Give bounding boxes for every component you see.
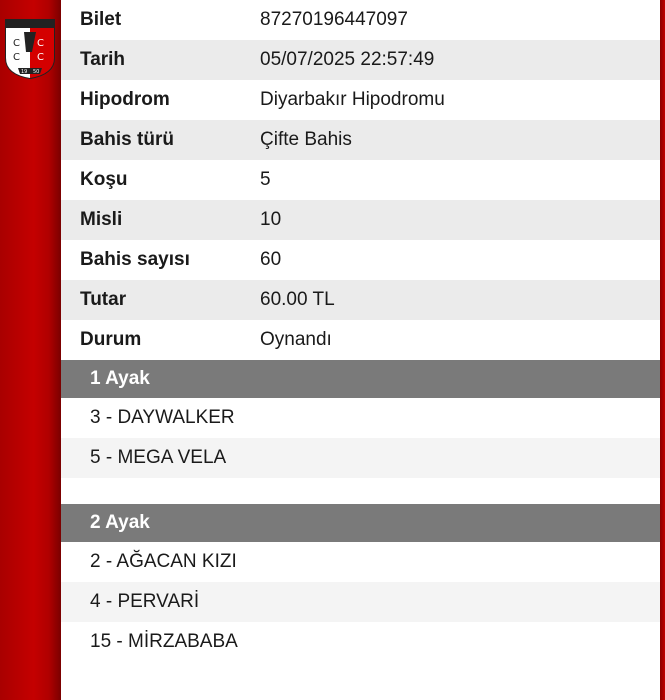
runner-item: 5 - MEGA VELA (61, 438, 660, 478)
detail-value: 60.00 TL (260, 289, 335, 310)
detail-row (61, 0, 660, 40)
detail-label: Bahis türü (80, 129, 174, 150)
ticket-details (61, 0, 660, 700)
runner-item: 4 - PERVARİ (61, 582, 660, 622)
detail-label: Durum (80, 329, 142, 350)
legs-list (61, 360, 660, 662)
detail-row (61, 120, 660, 160)
detail-row (61, 160, 660, 200)
detail-label: Hipodrom (80, 89, 170, 110)
detail-value: Oynandı (260, 329, 332, 350)
svg-text:C: C (37, 38, 44, 49)
runner-item: 3 - DAYWALKER (90, 407, 235, 428)
detail-label: Koşu (80, 169, 128, 190)
details-table (61, 0, 660, 360)
detail-row (61, 280, 660, 320)
club-crest-icon (4, 18, 56, 80)
detail-value: 10 (260, 209, 282, 230)
detail-label: Bilet (80, 9, 122, 30)
left-brand-bar (0, 0, 61, 700)
svg-text:C: C (37, 52, 44, 63)
logo-year-right: 50 (33, 69, 40, 75)
runner-item: 2 - AĞACAN KIZI (90, 551, 237, 572)
leg-header: 1 Ayak (61, 360, 660, 398)
detail-value: Çifte Bahis (260, 129, 352, 150)
right-brand-bar (660, 0, 665, 700)
logo-year-left: 19 (21, 69, 28, 75)
detail-value: 05/07/2025 22:57:49 (260, 49, 435, 70)
detail-value: Diyarbakır Hipodromu (260, 89, 445, 110)
runner-item: 15 - MİRZABABA (90, 631, 238, 652)
detail-row (61, 80, 660, 120)
detail-label: Misli (80, 209, 123, 230)
detail-row (61, 40, 660, 80)
detail-row (61, 320, 660, 360)
detail-value: 5 (260, 169, 271, 190)
svg-text:C: C (13, 52, 20, 63)
leg-spacer (61, 478, 660, 504)
svg-text:C: C (13, 38, 20, 49)
detail-label: Bahis sayısı (80, 249, 190, 270)
detail-label: Tutar (80, 289, 127, 310)
detail-value: 60 (260, 249, 282, 270)
leg-header: 2 Ayak (61, 504, 660, 542)
detail-row (61, 240, 660, 280)
detail-value: 87270196447097 (260, 9, 408, 30)
detail-label: Tarih (80, 49, 126, 70)
detail-row (61, 200, 660, 240)
